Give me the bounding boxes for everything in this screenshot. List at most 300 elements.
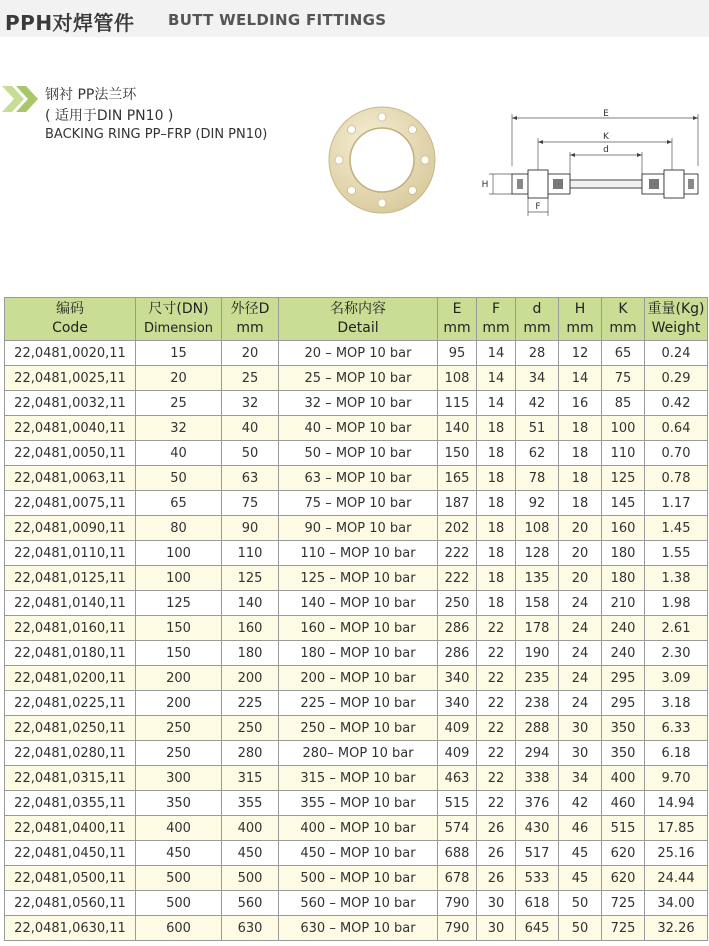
table-header-row — [5, 298, 708, 341]
label-F: F — [535, 202, 541, 212]
table-cell: 22,0481,0140,11 — [5, 591, 136, 616]
column-header-en: Detail — [337, 320, 379, 336]
table-cell: 620 — [602, 866, 645, 891]
table-cell: 180 — [602, 566, 645, 591]
table-cell: 1.55 — [645, 541, 708, 566]
table-cell: 22 — [477, 766, 516, 791]
table-cell: 40 – MOP 10 bar — [279, 416, 438, 441]
table-cell: 180 — [602, 541, 645, 566]
table-cell: 180 – MOP 10 bar — [279, 641, 438, 666]
table-cell: 18 — [477, 491, 516, 516]
column-header-en: Weight — [651, 320, 701, 336]
table-cell: 187 — [438, 491, 477, 516]
column-header-en: mm — [566, 320, 594, 336]
specification-table — [4, 297, 708, 941]
table-cell: 450 — [136, 841, 222, 866]
table-cell: 200 — [222, 666, 279, 691]
table-cell: 45 — [559, 866, 602, 891]
column-header — [222, 298, 279, 341]
label-E: E — [603, 109, 609, 119]
table-cell: 24 — [559, 591, 602, 616]
column-header-cn: 名称内容 — [330, 301, 386, 317]
column-header-en: Code — [52, 320, 88, 336]
table-cell: 32 — [136, 416, 222, 441]
table-cell: 100 — [136, 566, 222, 591]
table-cell: 250 — [222, 716, 279, 741]
table-row — [5, 491, 708, 516]
table-cell: 574 — [438, 816, 477, 841]
column-header — [602, 298, 645, 341]
table-cell: 180 — [222, 641, 279, 666]
table-cell: 108 — [438, 366, 477, 391]
table-cell: 295 — [602, 666, 645, 691]
column-header — [438, 298, 477, 341]
table-cell: 26 — [477, 816, 516, 841]
table-cell: 0.70 — [645, 441, 708, 466]
table-cell: 250 — [136, 741, 222, 766]
table-cell: 210 — [602, 591, 645, 616]
table-cell: 22,0481,0560,11 — [5, 891, 136, 916]
table-row — [5, 841, 708, 866]
table-cell: 645 — [516, 916, 559, 941]
table-cell: 32 — [222, 391, 279, 416]
table-cell: 50 — [222, 441, 279, 466]
table-cell: 22,0481,0160,11 — [5, 616, 136, 641]
table-cell: 2.30 — [645, 641, 708, 666]
column-header-cn: E — [452, 301, 462, 317]
table-cell: 340 — [438, 691, 477, 716]
table-cell: 20 — [222, 341, 279, 366]
table-cell: 18 — [477, 566, 516, 591]
table-cell: 140 — [438, 416, 477, 441]
table-cell: 1.98 — [645, 591, 708, 616]
table-cell: 790 — [438, 891, 477, 916]
table-cell: 75 — [602, 366, 645, 391]
table-cell: 6.33 — [645, 716, 708, 741]
table-cell: 22,0481,0032,11 — [5, 391, 136, 416]
label-d: d — [603, 145, 609, 155]
table-cell: 50 – MOP 10 bar — [279, 441, 438, 466]
table-cell: 225 — [222, 691, 279, 716]
table-cell: 560 — [222, 891, 279, 916]
table-cell: 22,0481,0025,11 — [5, 366, 136, 391]
column-header — [559, 298, 602, 341]
table-row — [5, 441, 708, 466]
table-row — [5, 541, 708, 566]
table-cell: 18 — [477, 541, 516, 566]
table-row — [5, 516, 708, 541]
table-cell: 26 — [477, 841, 516, 866]
table-cell: 30 — [477, 916, 516, 941]
table-cell: 125 — [602, 466, 645, 491]
table-cell: 533 — [516, 866, 559, 891]
table-cell: 286 — [438, 641, 477, 666]
table-cell: 340 — [438, 666, 477, 691]
table-cell: 725 — [602, 891, 645, 916]
table-cell: 26 — [477, 866, 516, 891]
table-cell: 235 — [516, 666, 559, 691]
table-row — [5, 391, 708, 416]
table-cell: 9.70 — [645, 766, 708, 791]
column-header — [5, 298, 136, 341]
table-cell: 85 — [602, 391, 645, 416]
table-row — [5, 616, 708, 641]
table-row — [5, 791, 708, 816]
column-header-cn: 外径D — [230, 301, 270, 317]
table-cell: 30 — [559, 716, 602, 741]
table-cell: 190 — [516, 641, 559, 666]
table-row — [5, 466, 708, 491]
table-cell: 22,0481,0200,11 — [5, 666, 136, 691]
table-row — [5, 666, 708, 691]
table-cell: 450 – MOP 10 bar — [279, 841, 438, 866]
table-cell: 22,0481,0125,11 — [5, 566, 136, 591]
table-cell: 75 — [222, 491, 279, 516]
table-cell: 0.24 — [645, 341, 708, 366]
table-cell: 22,0481,0090,11 — [5, 516, 136, 541]
table-cell: 315 – MOP 10 bar — [279, 766, 438, 791]
table-cell: 28 — [516, 341, 559, 366]
table-cell: 100 — [136, 541, 222, 566]
table-cell: 40 — [136, 441, 222, 466]
table-cell: 600 — [136, 916, 222, 941]
product-standard-cn: ( 适用于DIN PN10 ) — [45, 108, 174, 124]
column-header-en: mm — [236, 320, 264, 336]
table-cell: 338 — [516, 766, 559, 791]
table-cell: 20 – MOP 10 bar — [279, 341, 438, 366]
table-cell: 150 — [136, 641, 222, 666]
table-cell: 0.64 — [645, 416, 708, 441]
table-cell: 22,0481,0225,11 — [5, 691, 136, 716]
table-cell: 18 — [559, 416, 602, 441]
table-cell: 400 — [602, 766, 645, 791]
table-cell: 25 — [222, 366, 279, 391]
table-cell: 160 — [602, 516, 645, 541]
table-cell: 46 — [559, 816, 602, 841]
column-header-cn: d — [532, 301, 542, 317]
table-cell: 160 — [222, 616, 279, 641]
table-cell: 50 — [559, 916, 602, 941]
column-header-cn: 尺寸(DN) — [148, 301, 209, 317]
column-header-en: mm — [523, 320, 551, 336]
product-name-cn: 钢衬 PP法兰环 — [45, 87, 137, 103]
table-row — [5, 566, 708, 591]
column-header-en: Dimension — [143, 321, 214, 336]
table-cell: 50 — [136, 466, 222, 491]
table-row — [5, 591, 708, 616]
table-cell: 78 — [516, 466, 559, 491]
table-cell: 63 – MOP 10 bar — [279, 466, 438, 491]
table-cell: 50 — [559, 891, 602, 916]
table-cell: 24 — [559, 666, 602, 691]
table-cell: 22,0481,0280,11 — [5, 741, 136, 766]
table-cell: 288 — [516, 716, 559, 741]
table-cell: 22,0481,0050,11 — [5, 441, 136, 466]
table-cell: 14 — [477, 391, 516, 416]
column-header — [516, 298, 559, 341]
table-cell: 280– MOP 10 bar — [279, 741, 438, 766]
table-cell: 22,0481,0450,11 — [5, 841, 136, 866]
table-cell: 500 — [136, 866, 222, 891]
table-cell: 688 — [438, 841, 477, 866]
table-cell: 22 — [477, 741, 516, 766]
table-cell: 95 — [438, 341, 477, 366]
table-cell: 125 — [222, 566, 279, 591]
table-cell: 42 — [516, 391, 559, 416]
table-cell: 286 — [438, 616, 477, 641]
table-cell: 108 — [516, 516, 559, 541]
table-row — [5, 366, 708, 391]
column-header — [645, 298, 708, 341]
table-cell: 20 — [559, 516, 602, 541]
table-cell: 22,0481,0355,11 — [5, 791, 136, 816]
table-cell: 135 — [516, 566, 559, 591]
table-cell: 618 — [516, 891, 559, 916]
table-cell: 65 — [602, 341, 645, 366]
table-cell: 18 — [559, 491, 602, 516]
table-cell: 62 — [516, 441, 559, 466]
table-cell: 22 — [477, 791, 516, 816]
product-name-en: BACKING RING PP–FRP (DIN PN10) — [45, 127, 268, 142]
table-cell: 515 — [438, 791, 477, 816]
table-cell: 517 — [516, 841, 559, 866]
table-cell: 14 — [477, 366, 516, 391]
table-cell: 75 – MOP 10 bar — [279, 491, 438, 516]
table-cell: 355 — [222, 791, 279, 816]
table-cell: 178 — [516, 616, 559, 641]
table-row — [5, 341, 708, 366]
table-cell: 400 – MOP 10 bar — [279, 816, 438, 841]
table-cell: 18 — [477, 416, 516, 441]
table-cell: 110 — [602, 441, 645, 466]
table-cell: 560 – MOP 10 bar — [279, 891, 438, 916]
table-cell: 22,0481,0020,11 — [5, 341, 136, 366]
table-cell: 22 — [477, 616, 516, 641]
table-cell: 6.18 — [645, 741, 708, 766]
table-cell: 165 — [438, 466, 477, 491]
table-cell: 409 — [438, 741, 477, 766]
column-header — [136, 298, 222, 341]
table-row — [5, 641, 708, 666]
table-cell: 30 — [559, 741, 602, 766]
table-cell: 80 — [136, 516, 222, 541]
table-cell: 238 — [516, 691, 559, 716]
table-cell: 22 — [477, 666, 516, 691]
table-cell: 65 — [136, 491, 222, 516]
table-cell: 45 — [559, 841, 602, 866]
table-cell: 140 – MOP 10 bar — [279, 591, 438, 616]
table-cell: 42 — [559, 791, 602, 816]
table-cell: 25.16 — [645, 841, 708, 866]
table-cell: 620 — [602, 841, 645, 866]
table-cell: 350 — [602, 741, 645, 766]
table-cell: 34 — [559, 766, 602, 791]
table-cell: 790 — [438, 916, 477, 941]
table-cell: 14.94 — [645, 791, 708, 816]
table-cell: 0.78 — [645, 466, 708, 491]
label-K: K — [603, 132, 609, 142]
table-cell: 409 — [438, 716, 477, 741]
table-cell: 500 — [136, 891, 222, 916]
table-cell: 463 — [438, 766, 477, 791]
table-cell: 100 — [602, 416, 645, 441]
table-row — [5, 716, 708, 741]
table-cell: 18 — [477, 516, 516, 541]
table-cell: 222 — [438, 566, 477, 591]
table-cell: 40 — [222, 416, 279, 441]
table-cell: 18 — [477, 441, 516, 466]
table-row — [5, 891, 708, 916]
table-cell: 400 — [136, 816, 222, 841]
table-cell: 160 – MOP 10 bar — [279, 616, 438, 641]
table-cell: 460 — [602, 791, 645, 816]
table-cell: 240 — [602, 641, 645, 666]
column-header-cn: 编码 — [56, 301, 84, 317]
table-cell: 22,0481,0180,11 — [5, 641, 136, 666]
table-cell: 150 — [438, 441, 477, 466]
table-cell: 630 – MOP 10 bar — [279, 916, 438, 941]
table-cell: 400 — [222, 816, 279, 841]
table-cell: 430 — [516, 816, 559, 841]
table-cell: 20 — [559, 541, 602, 566]
table-cell: 24 — [559, 641, 602, 666]
column-header-cn: 重量(Kg) — [647, 301, 705, 317]
table-cell: 22,0481,0040,11 — [5, 416, 136, 441]
table-cell: 22 — [477, 691, 516, 716]
table-cell: 24.44 — [645, 866, 708, 891]
table-cell: 125 — [136, 591, 222, 616]
table-cell: 110 – MOP 10 bar — [279, 541, 438, 566]
column-header-cn: F — [491, 301, 501, 317]
table-cell: 240 — [602, 616, 645, 641]
table-cell: 14 — [477, 341, 516, 366]
table-cell: 300 — [136, 766, 222, 791]
table-cell: 22 — [477, 716, 516, 741]
label-H: H — [481, 180, 489, 190]
table-cell: 24 — [559, 691, 602, 716]
table-cell: 32.26 — [645, 916, 708, 941]
table-cell: 515 — [602, 816, 645, 841]
dimension-drawing — [476, 108, 701, 223]
table-cell: 222 — [438, 541, 477, 566]
table-cell: 3.09 — [645, 666, 708, 691]
table-cell: 16 — [559, 391, 602, 416]
table-cell: 22,0481,0075,11 — [5, 491, 136, 516]
table-cell: 1.17 — [645, 491, 708, 516]
column-header-en: mm — [443, 320, 471, 336]
table-cell: 0.42 — [645, 391, 708, 416]
table-cell: 18 — [477, 466, 516, 491]
table-cell: 140 — [222, 591, 279, 616]
table-cell: 22,0481,0250,11 — [5, 716, 136, 741]
table-cell: 145 — [602, 491, 645, 516]
table-cell: 15 — [136, 341, 222, 366]
table-row — [5, 766, 708, 791]
table-cell: 20 — [559, 566, 602, 591]
table-cell: 110 — [222, 541, 279, 566]
double-chevron-icon — [0, 84, 42, 114]
table-cell: 34 — [516, 366, 559, 391]
table-cell: 14 — [559, 366, 602, 391]
column-header-cn: K — [618, 301, 628, 317]
table-row — [5, 816, 708, 841]
table-cell: 295 — [602, 691, 645, 716]
table-cell: 315 — [222, 766, 279, 791]
table-cell: 20 — [136, 366, 222, 391]
table-cell: 22,0481,0500,11 — [5, 866, 136, 891]
table-cell: 115 — [438, 391, 477, 416]
table-cell: 678 — [438, 866, 477, 891]
table-cell: 450 — [222, 841, 279, 866]
table-cell: 18 — [559, 441, 602, 466]
table-cell: 1.45 — [645, 516, 708, 541]
table-cell: 500 — [222, 866, 279, 891]
table-cell: 22,0481,0315,11 — [5, 766, 136, 791]
table-cell: 350 — [602, 716, 645, 741]
table-row — [5, 741, 708, 766]
header-bar — [0, 0, 709, 37]
table-cell: 12 — [559, 341, 602, 366]
table-cell: 25 — [136, 391, 222, 416]
table-cell: 92 — [516, 491, 559, 516]
table-cell: 200 — [136, 691, 222, 716]
flange-ring-image — [326, 104, 438, 216]
column-header — [279, 298, 438, 341]
table-cell: 250 — [438, 591, 477, 616]
table-cell: 202 — [438, 516, 477, 541]
table-cell: 225 – MOP 10 bar — [279, 691, 438, 716]
table-cell: 90 — [222, 516, 279, 541]
column-header-cn: H — [574, 301, 586, 317]
table-cell: 22,0481,0063,11 — [5, 466, 136, 491]
table-cell: 22,0481,0110,11 — [5, 541, 136, 566]
table-cell: 376 — [516, 791, 559, 816]
table-cell: 630 — [222, 916, 279, 941]
table-cell: 250 — [136, 716, 222, 741]
table-cell: 25 – MOP 10 bar — [279, 366, 438, 391]
table-cell: 350 — [136, 791, 222, 816]
table-cell: 125 – MOP 10 bar — [279, 566, 438, 591]
table-row — [5, 916, 708, 941]
column-header-en: mm — [482, 320, 510, 336]
table-cell: 90 – MOP 10 bar — [279, 516, 438, 541]
table-cell: 280 — [222, 741, 279, 766]
table-cell: 158 — [516, 591, 559, 616]
table-cell: 128 — [516, 541, 559, 566]
table-cell: 2.61 — [645, 616, 708, 641]
page-title-en: BUTT WELDING FITTINGS — [168, 11, 387, 29]
table-cell: 22,0481,0400,11 — [5, 816, 136, 841]
table-cell: 18 — [559, 466, 602, 491]
table-cell: 3.18 — [645, 691, 708, 716]
table-cell: 18 — [477, 591, 516, 616]
table-cell: 725 — [602, 916, 645, 941]
table-cell: 34.00 — [645, 891, 708, 916]
table-cell: 0.29 — [645, 366, 708, 391]
table-cell: 200 — [136, 666, 222, 691]
page-title-cn: PPH对焊管件 — [5, 11, 135, 35]
table-cell: 500 – MOP 10 bar — [279, 866, 438, 891]
table-body — [5, 341, 708, 941]
table-cell: 63 — [222, 466, 279, 491]
table-cell: 1.38 — [645, 566, 708, 591]
table-cell: 294 — [516, 741, 559, 766]
column-header-en: mm — [609, 320, 637, 336]
table-cell: 250 – MOP 10 bar — [279, 716, 438, 741]
table-cell: 22 — [477, 641, 516, 666]
table-cell: 355 – MOP 10 bar — [279, 791, 438, 816]
table-cell: 24 — [559, 616, 602, 641]
